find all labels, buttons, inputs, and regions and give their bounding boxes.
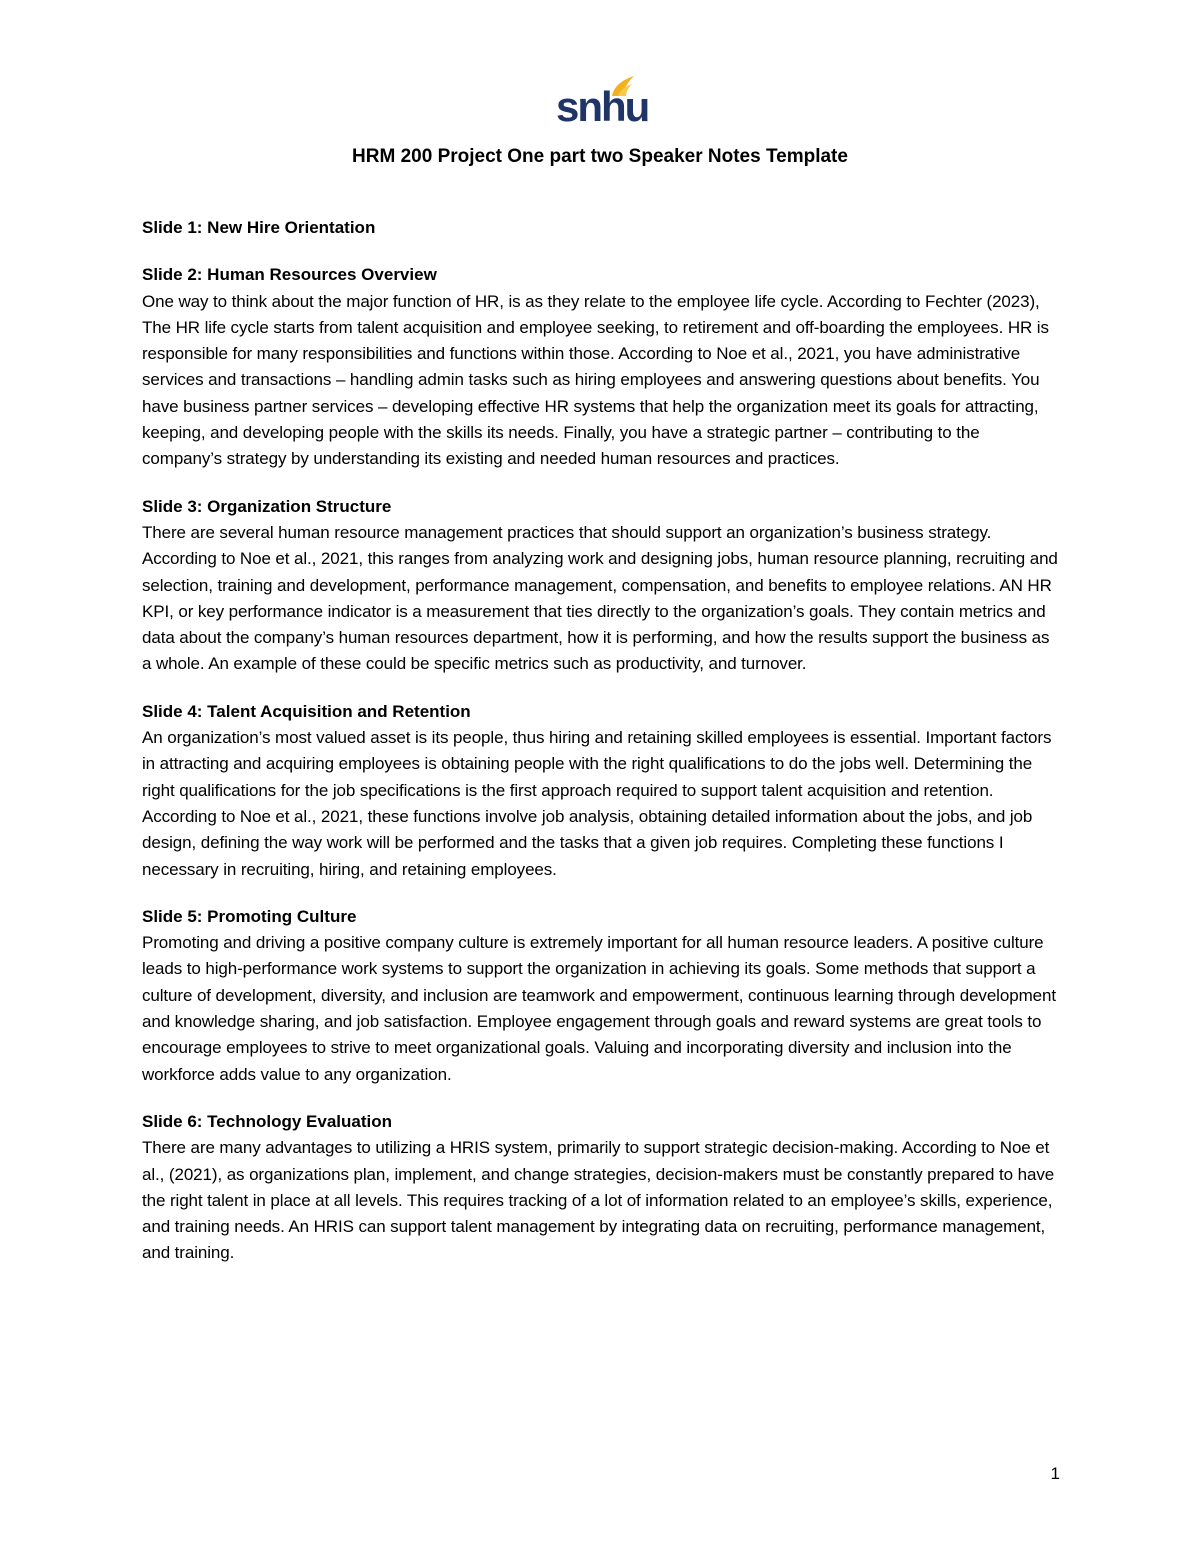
slide-heading: Slide 2: Human Resources Overview — [142, 265, 437, 285]
slide-section-2 — [142, 262, 1062, 472]
snhu-logo — [556, 74, 649, 134]
slide-notes: An organization’s most valued asset is its people, thus hiring and retaining skilled employees is essential. Important factors in attracting and acquiring employees is obtaining people with the right qualifications to do the jobs well. Determining the right qualifications for the job specifications is the first approach required to support talent acquisition and retention. According to Noe et al., 2021, these functions involve job analysis, obtaining detailed information about the jobs, and job design, defining the way work will be performed and the tasks that a given job requires. Completing these functions I necessary in recruiting, hiring, and retaining employees. — [142, 728, 1052, 879]
slide-heading: Slide 3: Organization Structure — [142, 496, 392, 516]
slide-section-1 — [142, 215, 1062, 241]
slide-notes: Promoting and driving a positive company culture is extremely important for all human resource leaders. A positive culture leads to high-performance work systems to support the organization in achieving its goals. Some methods that support a culture of development, diversity, and inclusion are teamwork and empowerment, continuous learning through development and knowledge sharing, and job satisfaction. Employee engagement through goals and reward systems are great tools to encourage employees to strive to meet organizational goals. Valuing and incorporating diversity and inclusion into the workforce adds value to any organization. — [142, 933, 1056, 1084]
document-body — [142, 215, 1062, 1288]
slide-section-3 — [142, 494, 1062, 678]
slide-section-6 — [142, 1109, 1062, 1267]
slide-notes: One way to think about the major function of HR, is as they relate to the employee life cycle. According to Fechter (2023), The HR life cycle starts from talent acquisition and employee seeking, to retirement and off-boarding the employees. HR is responsible for many responsibilities and functions within those. According to Noe et al., 2021, you have administrative services and transactions – handling admin tasks such as hiring employees and answering questions about benefits. You have business partner services – developing effective HR systems that help the organization meet its goals for attracting, keeping, and developing people with the skills its needs. Finally, you have a strategic partner – contributing to the company’s strategy by understanding its existing and needed human resources and practices. — [142, 291, 1049, 469]
slide-heading: Slide 6: Technology Evaluation — [142, 1111, 393, 1131]
slide-notes: There are several human resource management practices that should support an organization’s business strategy. According to Noe et al., 2021, this ranges from analyzing work and designing jobs, human resource planning, recruiting and selection, training and development, performance management, compensation, and benefits to employee relations. AN HR KPI, or key performance indicator is a measurement that ties directly to the organization’s goals. They contain metrics and data about the company’s human resources department, how it is performing, and how the results support the business as a whole. An example of these could be specific metrics such as productivity, and turnover. — [142, 522, 1058, 674]
slide-heading: Slide 1: New Hire Orientation — [142, 218, 376, 237]
slide-heading: Slide 4: Talent Acquisition and Retention — [142, 701, 471, 721]
page-number: 1 — [1050, 1464, 1060, 1483]
slide-notes: There are many advantages to utilizing a HRIS system, primarily to support strategic decision-making. According to Noe et al., (2021), as organizations plan, implement, and change strategies, decision-makers must be constantly prepared to have the right talent in place at all levels. This requires tracking of a lot of information related to an employee’s skills, experience, and training needs. An HRIS can support talent management by integrating data on recruiting, performance management, and training. — [142, 1138, 1055, 1263]
slide-heading: Slide 5: Promoting Culture — [142, 906, 357, 926]
logo-wordmark: snhu — [556, 83, 649, 130]
slide-section-5 — [142, 904, 1062, 1088]
document-title: HRM 200 Project One part two Speaker Notes Template — [352, 146, 848, 167]
slide-section-4 — [142, 699, 1062, 883]
